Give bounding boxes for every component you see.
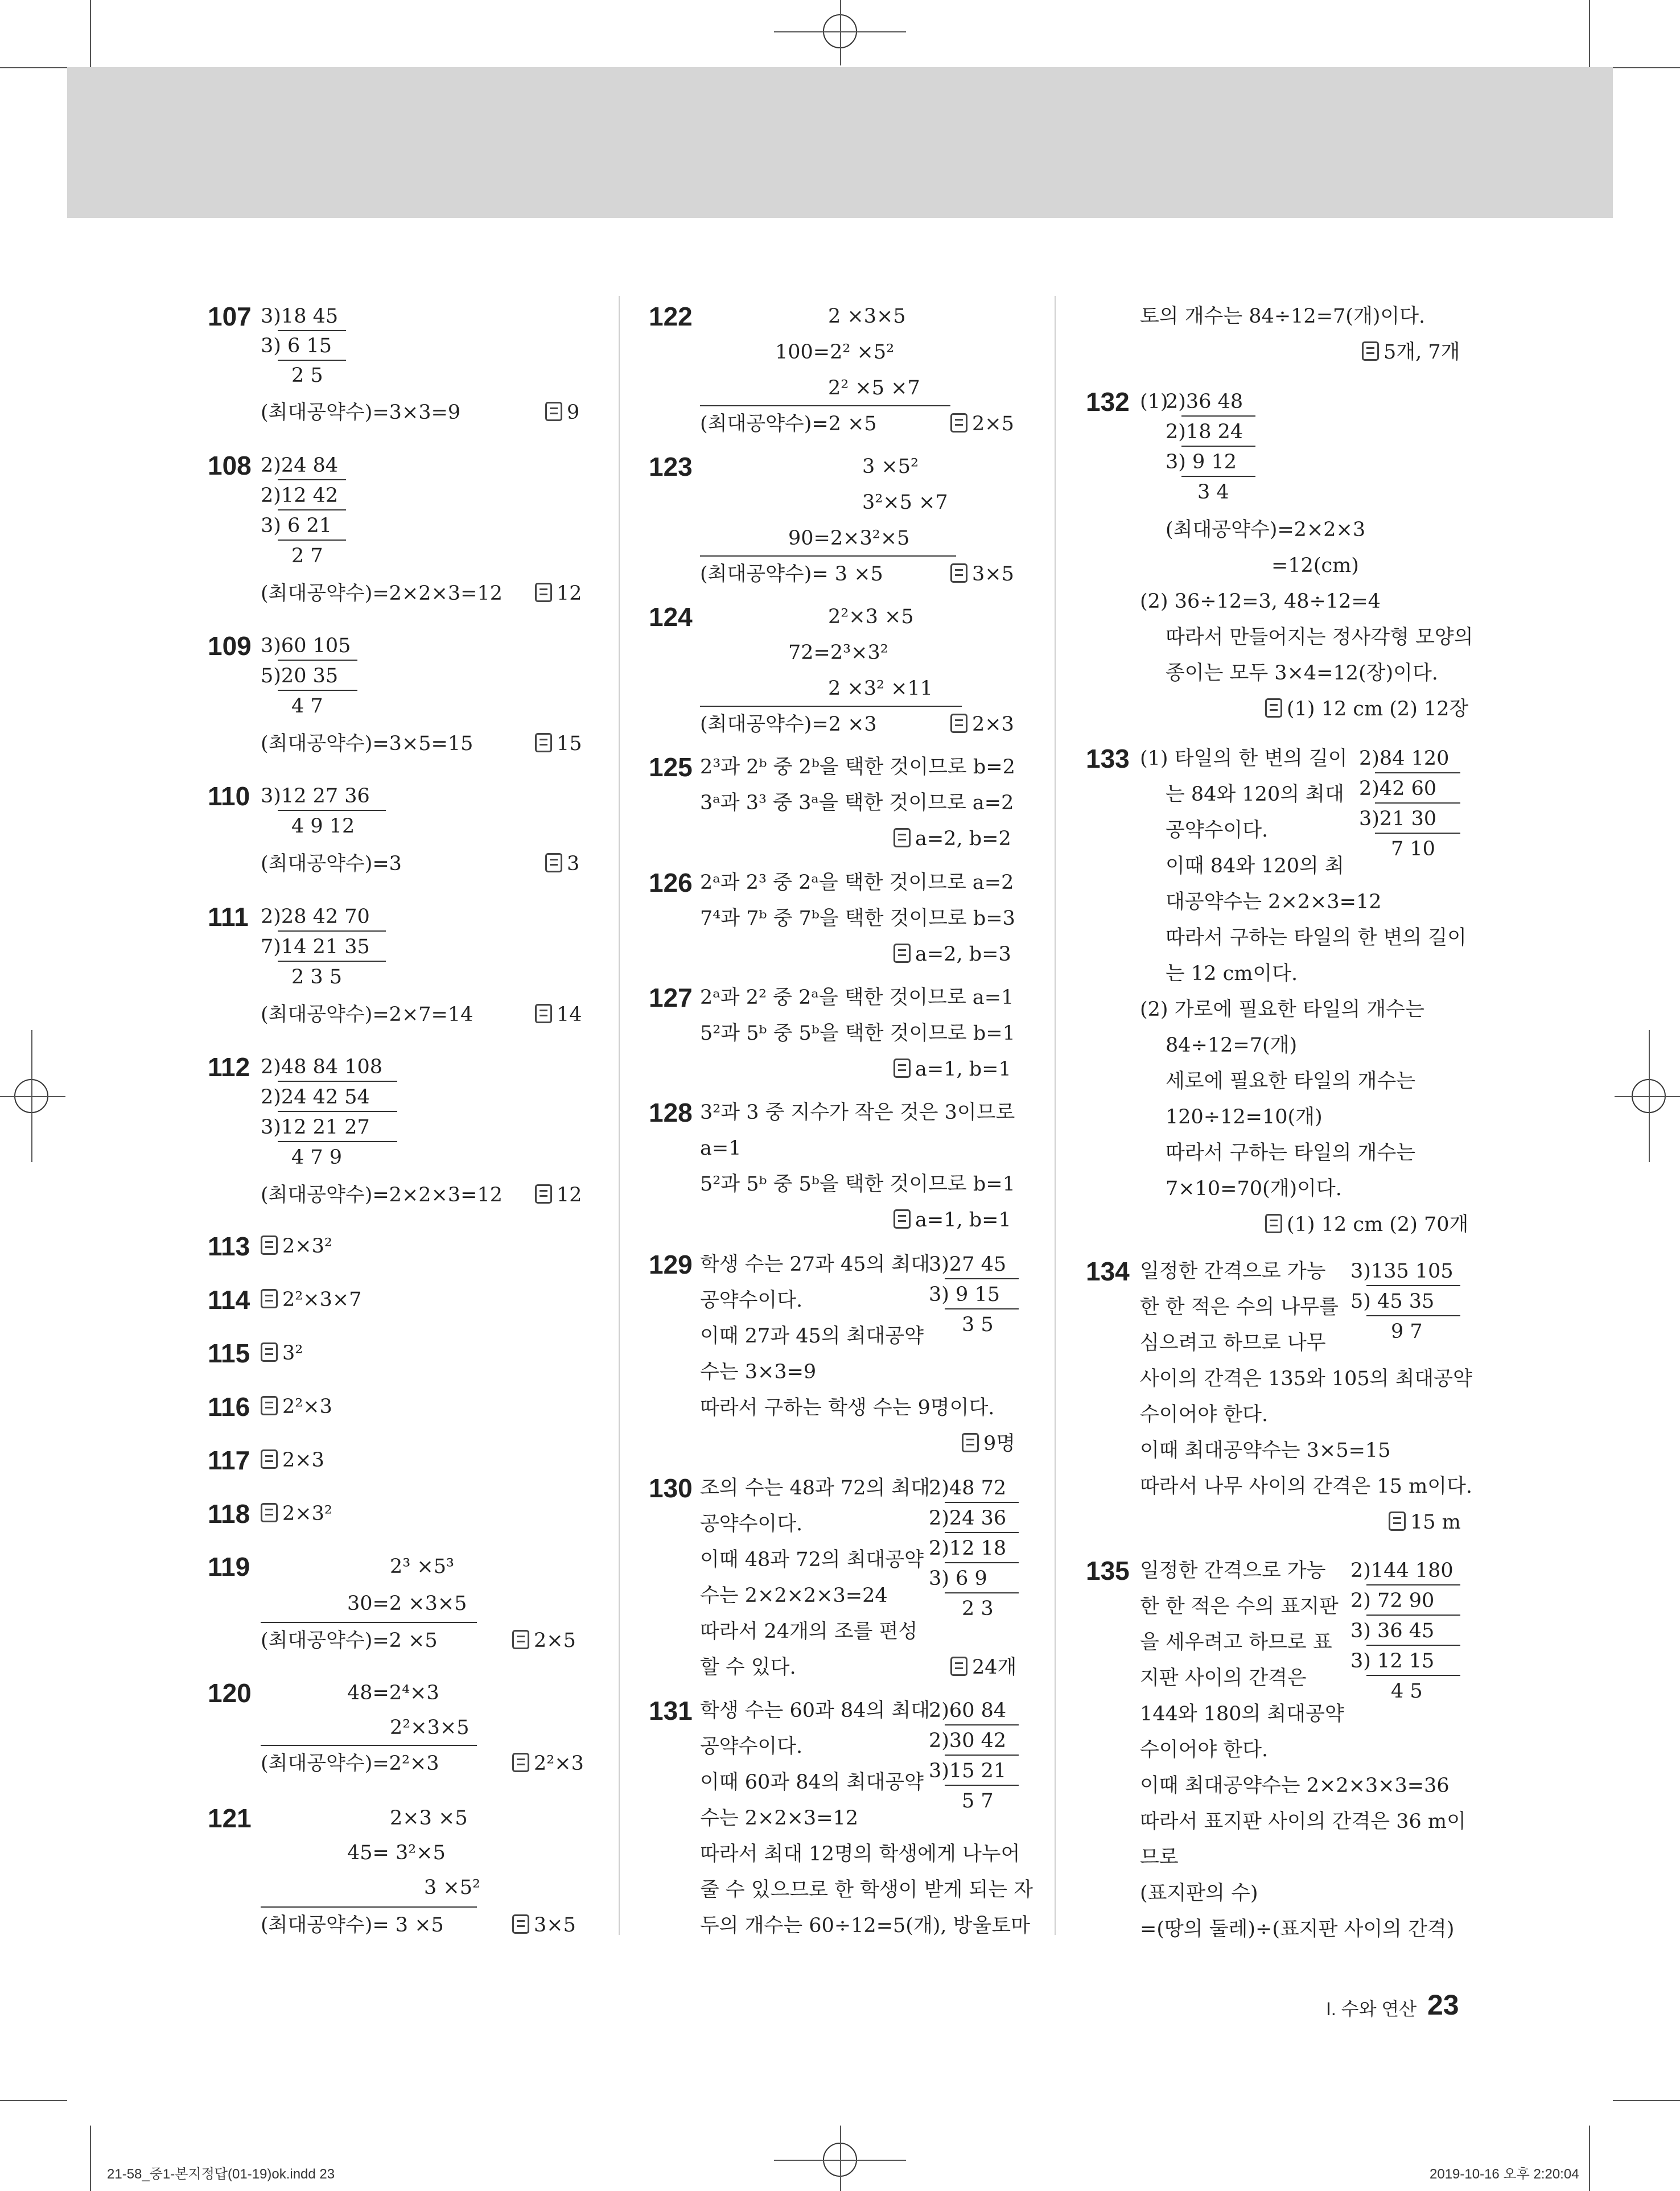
answer-icon	[512, 1630, 529, 1649]
section-label: I. 수와 연산	[1326, 1999, 1417, 2019]
answer-icon	[893, 828, 911, 847]
answer-icon	[261, 1503, 278, 1522]
answer-icon	[261, 1396, 278, 1415]
answer-icon	[893, 944, 911, 963]
answer-icon	[512, 1914, 529, 1934]
answer-icon	[535, 733, 552, 752]
file-name: 21-58_중1-본지정답(01-19)ok.indd 23	[107, 2167, 335, 2182]
problem-number: 107	[208, 302, 252, 331]
answer-icon	[535, 1184, 552, 1204]
answer-icon	[512, 1753, 529, 1772]
answer-icon	[261, 1235, 278, 1255]
answer-icon	[950, 563, 967, 583]
answer-icon	[962, 1433, 979, 1452]
answer: 9	[545, 395, 579, 430]
answer-icon	[261, 1342, 278, 1362]
answer-icon	[261, 1289, 278, 1308]
answer-icon	[893, 1209, 911, 1229]
answer-icon	[545, 853, 562, 872]
answer-icon	[1389, 1512, 1406, 1531]
answer-icon	[535, 583, 552, 602]
answer-icon	[950, 413, 967, 433]
answer-icon	[545, 402, 562, 421]
page-number: 23	[1427, 1989, 1459, 2021]
print-timestamp: 2019-10-16 오후 2:20:04	[1430, 2167, 1579, 2182]
answer-icon	[950, 714, 967, 733]
answer-icon	[1362, 341, 1379, 361]
answer-icon	[261, 1449, 278, 1469]
answer-icon	[1265, 1214, 1282, 1233]
answer-icon	[893, 1059, 911, 1078]
answer-icon	[1265, 698, 1282, 718]
answer-icon	[950, 1657, 967, 1676]
header-band	[67, 67, 1613, 218]
answer-icon	[535, 1004, 552, 1023]
